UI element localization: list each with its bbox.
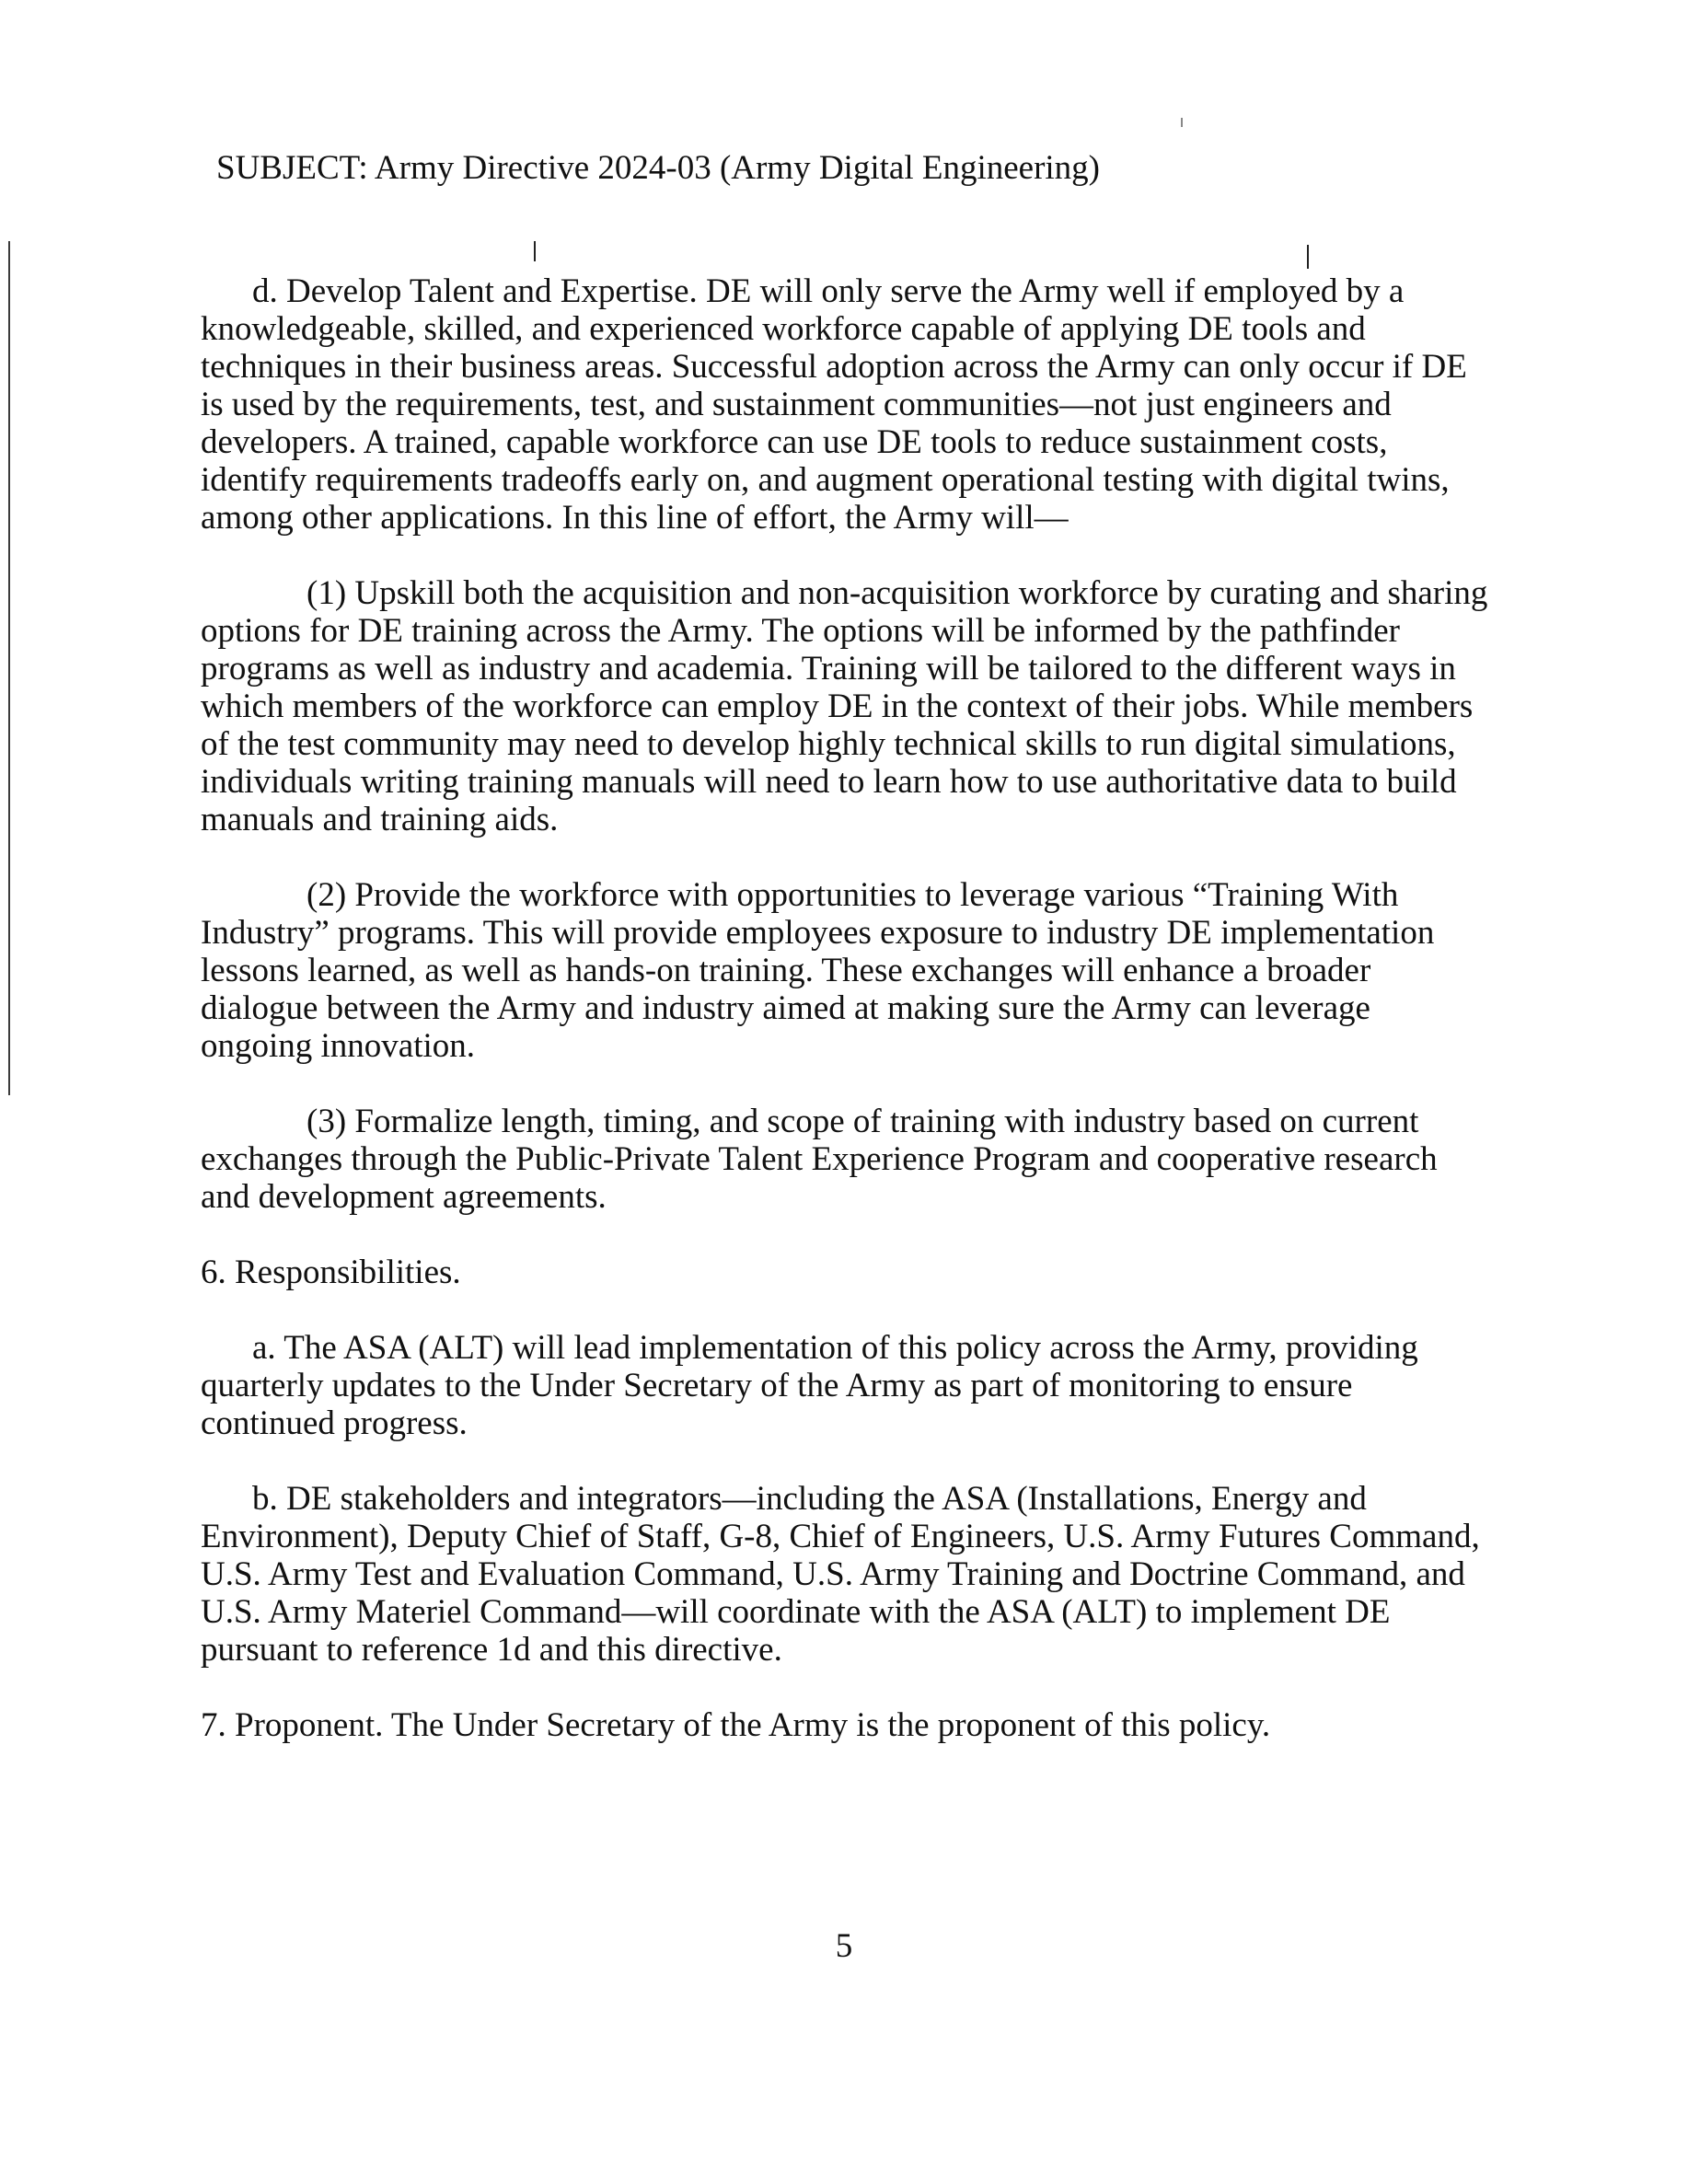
paragraph-6a: a. The ASA (ALT) will lead implementation of this policy across the Army, providing quarterly updates to the Under Secretary of the Army as part of monitoring to ensure continued progress.: [201, 1329, 1418, 1442]
subject-line: SUBJECT: Army Directive 2024-03 (Army Digital Engineering): [216, 149, 1100, 187]
scan-mark-top-b: [1307, 245, 1309, 269]
scan-mark-top-a: [534, 241, 536, 261]
scan-mark-left: [8, 241, 10, 1095]
paragraph-6b: b. DE stakeholders and integrators—including the ASA (Installations, Energy and Environment), Deputy Chief of Staff, G-8, Chief of Engineers, U.S. Army Futures Command, U.S. Army Test and Evaluation Command, U.S. Army Training and Doctrine Command, and U.S. Army Materiel Command—will coordinate with the ASA (ALT) to implement DE pursuant to reference 1d and this directive.: [201, 1480, 1480, 1669]
paragraph-d-1: (1) Upskill both the acquisition and non-acquisition workforce by curating and sharing options for DE training across the Army. The options will be informed by the pathfinder programs as well as industry and academia. Training will be tailored to the different ways in which members of the workforce can employ DE in the context of their jobs. While members of the test community may need to develop highly technical skills to run digital simulations, individuals writing training manuals will need to learn how to use authoritative data to build manuals and training aids.: [201, 574, 1488, 838]
paragraph-d: d. Develop Talent and Expertise. DE will only serve the Army well if employed by a knowledgeable, skilled, and experienced workforce capable of applying DE tools and techniques in their business areas. Successful adoption across the Army can only occur if DE is used by the requirements, test, and sustainment communities—not just engineers and developers. A trained, capable workforce can use DE tools to reduce sustainment costs, identify requirements tradeoffs early on, and augment operational testing with digital twins, among other applications. In this line of effort, the Army will—: [201, 272, 1467, 537]
section-6-heading: 6. Responsibilities.: [201, 1254, 461, 1291]
page-number: 5: [835, 1927, 853, 1965]
section-7-paragraph: 7. Proponent. The Under Secretary of the Army is the proponent of this policy.: [201, 1706, 1271, 1744]
paragraph-d-2: (2) Provide the workforce with opportunities to leverage various “Training With Industry” programs. This will provide employees exposure to industry DE implementation lessons learned, as well as hands-on training. These exchanges will enhance a broader dialogue between the Army and industry aimed at making sure the Army can leverage ongoing innovation.: [201, 876, 1435, 1065]
paragraph-d-3: (3) Formalize length, timing, and scope of training with industry based on current exchanges through the Public-Private Talent Experience Program and cooperative research and development agreements.: [201, 1103, 1438, 1216]
scan-mark-corner: [1181, 118, 1183, 127]
document-body: [201, 272, 1489, 1782]
